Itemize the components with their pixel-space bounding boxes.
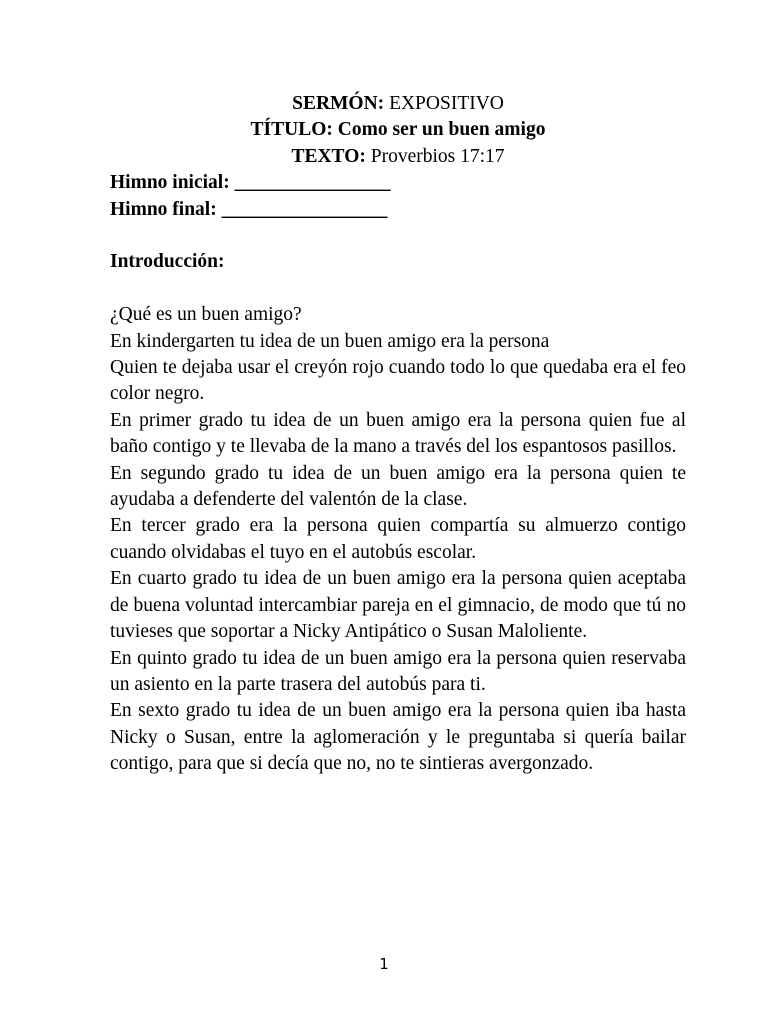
title-label: TÍTULO: (250, 119, 333, 141)
paragraph-fifth-grade: En quinto grado tu idea de un buen amigo era la persona quien reservaba un asiento en la parte trasera del autobús para ti. (110, 647, 686, 695)
intro-heading: Introducción: (110, 251, 225, 273)
intro-question: ¿Qué es un buen amigo? (110, 304, 302, 326)
sermon-value: EXPOSITIVO (384, 93, 504, 114)
text-line (110, 144, 686, 170)
initial-hymn-line: Himno inicial: ________________ (110, 172, 391, 194)
spacer (110, 276, 686, 302)
page-number: 1 (379, 955, 389, 973)
title-value: Como ser un buen amigo (332, 119, 546, 141)
paragraph-second-grade: En segundo grado tu idea de un buen amigo era la persona quien te ayudaba a defenderte del valentón de la clase. (110, 462, 686, 511)
sermon-type-line (110, 91, 686, 117)
paragraph-fourth-grade: En cuarto grado tu idea de un buen amigo era la persona quien aceptaba de buena voluntad intercambiar pareja en el gimnacio, de modo que tú no tuvieses que soportar a Nicky Antipático o Susan Maloliente. (110, 568, 686, 643)
sermon-label: SERMÓN: (292, 93, 385, 114)
document-page (110, 91, 686, 778)
paragraph-third-grade: En tercer grado era la persona quien compartía su almuerzo contigo cuando olvidabas el tuyo en el autobús escolar. (110, 515, 686, 563)
kindergarten-line: En kindergarten tu idea de un buen amigo era la persona (110, 330, 550, 352)
text-value: Proverbios 17:17 (365, 145, 505, 167)
paragraph-kindergarten: Quien te dejaba usar el creyón rojo cuando todo lo que quedaba era el feo color negro. (110, 357, 686, 405)
paragraph-sixth-grade: En sexto grado tu idea de un buen amigo era la persona quien iba hasta Nicky o Susan, entre la aglomeración y le preguntaba si quería bailar contigo, para que si decía que no, no te sintieras avergonzado. (110, 700, 686, 775)
text-label: TEXTO: (291, 145, 366, 167)
spacer (110, 223, 686, 249)
title-line (110, 117, 686, 143)
paragraph-first-grade: En primer grado tu idea de un buen amigo era la persona quien fue al baño contigo y te llevaba de la mano a través del los espantosos pasillos. (110, 409, 686, 458)
final-hymn-line: Himno final: _________________ (110, 198, 388, 220)
